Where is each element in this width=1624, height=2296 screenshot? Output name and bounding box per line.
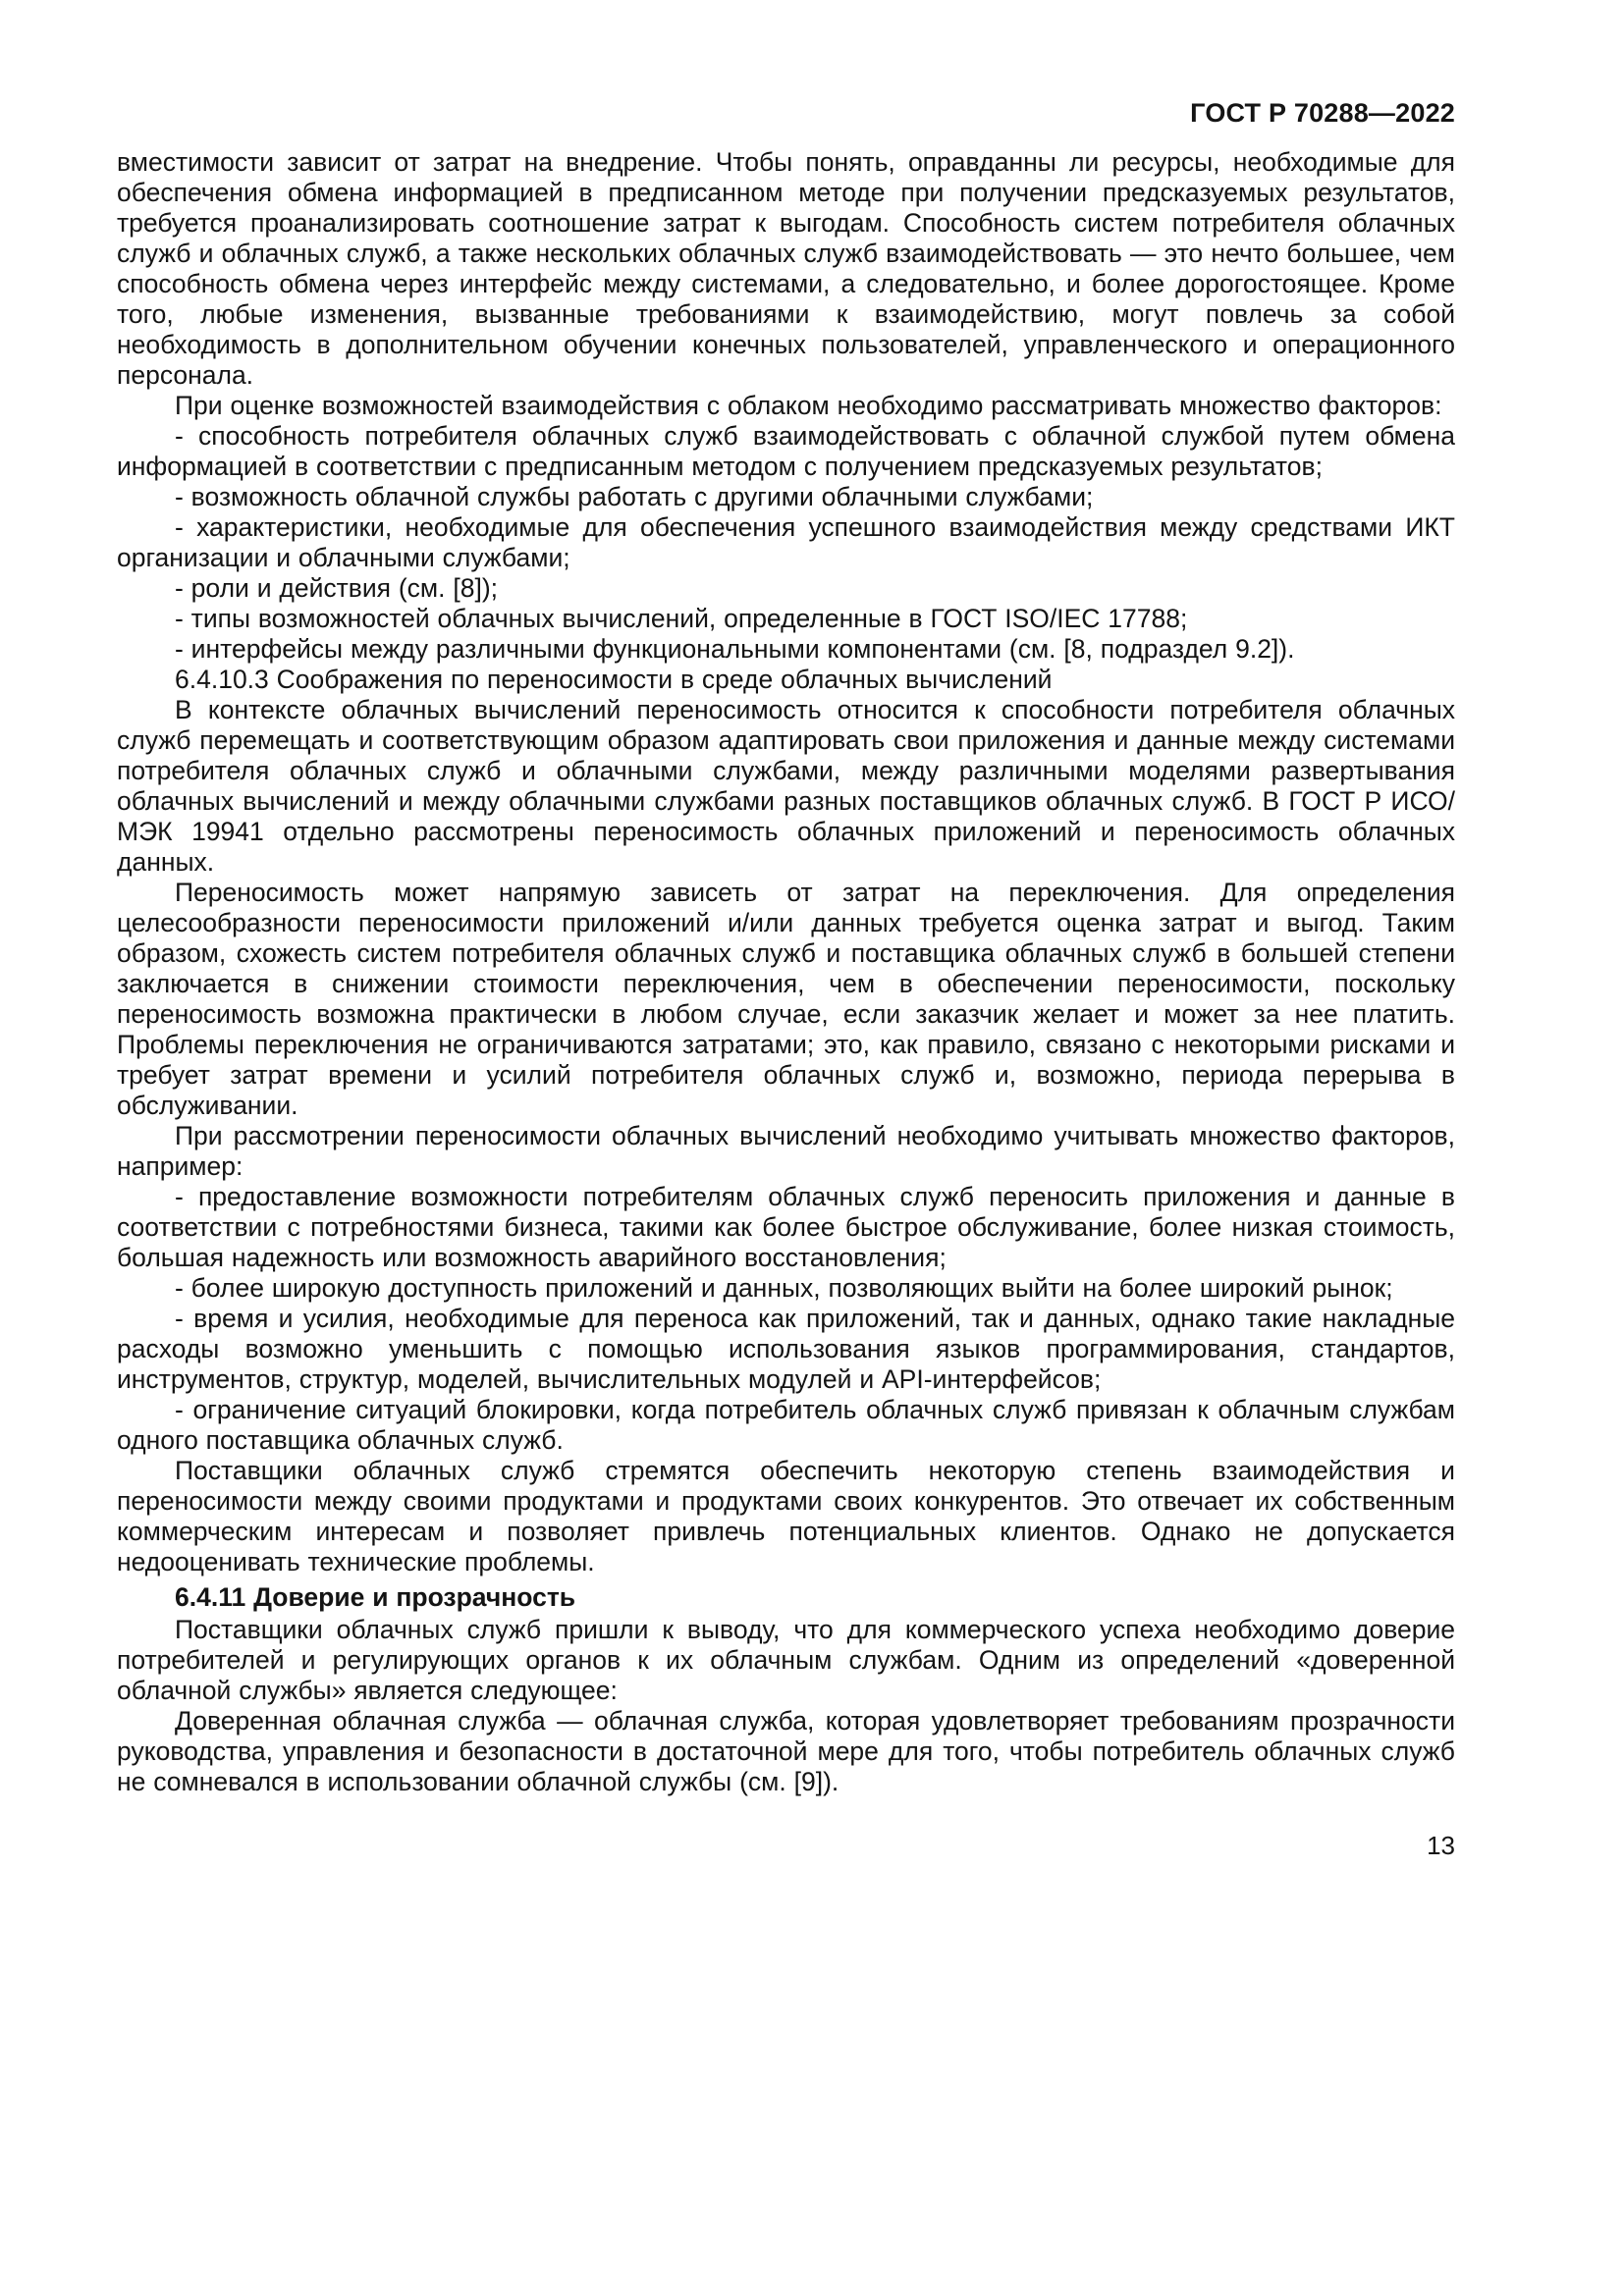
paragraph: При оценке возможностей взаимодействия с облаком необходимо рассматривать множество факторов: xyxy=(175,391,1442,420)
paragraph: Поставщики облачных служб пришли к выводу, что для коммерческого успеха необходимо доверие потребителей и регулирующих органов к их облачным службам. Одним из определений «доверенной облачной службы» является следующее: xyxy=(117,1615,1455,1705)
paragraph: Доверенная облачная служба — облачная служба, которая удовлетворяет требованиям прозрачности руководства, управления и безопасности в достаточной мере для того, чтобы потребитель облачных служб не сомневался в использовании облачной службы (см. [9]). xyxy=(117,1706,1455,1796)
document-code: ГОСТ Р 70288—2022 xyxy=(1190,98,1455,128)
subheading-bold: 6.4.11 Доверие и прозрачность xyxy=(175,1582,576,1612)
paragraph: При рассмотрении переносимости облачных вычислений необходимо учитывать множество факторов, например: xyxy=(117,1121,1455,1181)
page-number: 13 xyxy=(1427,1831,1455,1860)
list-item: - предоставление возможности потребителям облачных служб переносить приложения и данные в соответствии с потребностями бизнеса, такими как более быстрое обслуживание, более низкая стоимость, большая надежность или возможность аварийного восстановления; xyxy=(117,1182,1455,1272)
list-item: - более широкую доступность приложений и данных, позволяющих выйти на более широкий рынок; xyxy=(175,1273,1393,1303)
document-body xyxy=(117,147,1455,1797)
list-item: - интерфейсы между различными функциональными компонентами (см. [8, подраздел 9.2]). xyxy=(175,634,1295,664)
subheading: 6.4.10.3 Соображения по переносимости в среде облачных вычислений xyxy=(175,665,1053,694)
list-item: - ограничение ситуаций блокировки, когда потребитель облачных служб привязан к облачным службам одного поставщика облачных служб. xyxy=(117,1395,1455,1455)
list-item: - возможность облачной службы работать с другими облачными службами; xyxy=(175,482,1094,511)
paragraph: В контексте облачных вычислений переносимость относится к способности потребителя облачных служб перемещать и соответствующим образом адаптировать свои приложения и данные между системами потребителя облачных служб и облачными службами, между различными моделями развертывания облачных вычислений и между облачными службами разных поставщиков облачных служб. В ГОСТ Р ИСО/МЭК 19941 отдельно рассмотрены переносимость облачных приложений и переносимость облачных данных. xyxy=(117,695,1455,877)
list-item: - типы возможностей облачных вычислений, определенные в ГОСТ ISO/IEC 17788; xyxy=(175,604,1188,633)
list-item: - характеристики, необходимые для обеспечения успешного взаимодействия между средствами ИКТ организации и облачными службами; xyxy=(117,512,1455,572)
list-item: - время и усилия, необходимые для переноса как приложений, так и данных, однако такие накладные расходы возможно уменьшить с помощью использования языков программирования, стандартов, инструментов, структур, моделей, вычислительных модулей и API-интерфейсов; xyxy=(117,1304,1455,1394)
paragraph-continued: вместимости зависит от затрат на внедрение. Чтобы понять, оправданны ли ресурсы, необходимые для обеспечения обмена информацией в предписанном методе при получении предсказуемых результатов, требуется проанализировать соотношение затрат к выгодам. Способность систем потребителя облачных служб и облачных служб, а также нескольких облачных служб взаимодействовать — это нечто большее, чем способность обмена через интерфейс между системами, а следовательно, и более дорогостоящее. Кроме того, любые изменения, вызванные требованиями к взаимодействию, могут повлечь за собой необходимость в дополнительном обучении конечных пользователей, управленческого и операционного персонала. xyxy=(117,147,1455,390)
page-number-row xyxy=(117,1831,1455,1861)
list-item: - роли и действия (см. [8]); xyxy=(175,573,499,603)
list-item: - способность потребителя облачных служб взаимодействовать с облачной службой путем обмена информацией в соответствии с предписанным методом с получением предсказуемых результатов; xyxy=(117,421,1455,481)
paragraph: Переносимость может напрямую зависеть от затрат на переключения. Для определения целесообразности переносимости приложений и/или данных требуется оценка затрат и выгод. Таким образом, схожесть систем потребителя облачных служб и поставщика облачных служб в большей степени заключается в снижении стоимости переключения, чем в обеспечении переносимости, поскольку переносимость возможна практически в любом случае, если заказчик желает и может за нее платить. Проблемы переключения не ограничиваются затратами; это, как правило, связано с некоторыми рисками и требует затрат времени и усилий потребителя облачных служб и, возможно, периода перерыва в обслуживании. xyxy=(117,878,1455,1120)
paragraph: Поставщики облачных служб стремятся обеспечить некоторую степень взаимодействия и переносимости между своими продуктами и продуктами своих конкурентов. Это отвечает их собственным коммерческим интересам и позволяет привлечь потенциальных клиентов. Однако не допускается недооценивать технические проблемы. xyxy=(117,1456,1455,1576)
document-content xyxy=(117,147,1455,1861)
